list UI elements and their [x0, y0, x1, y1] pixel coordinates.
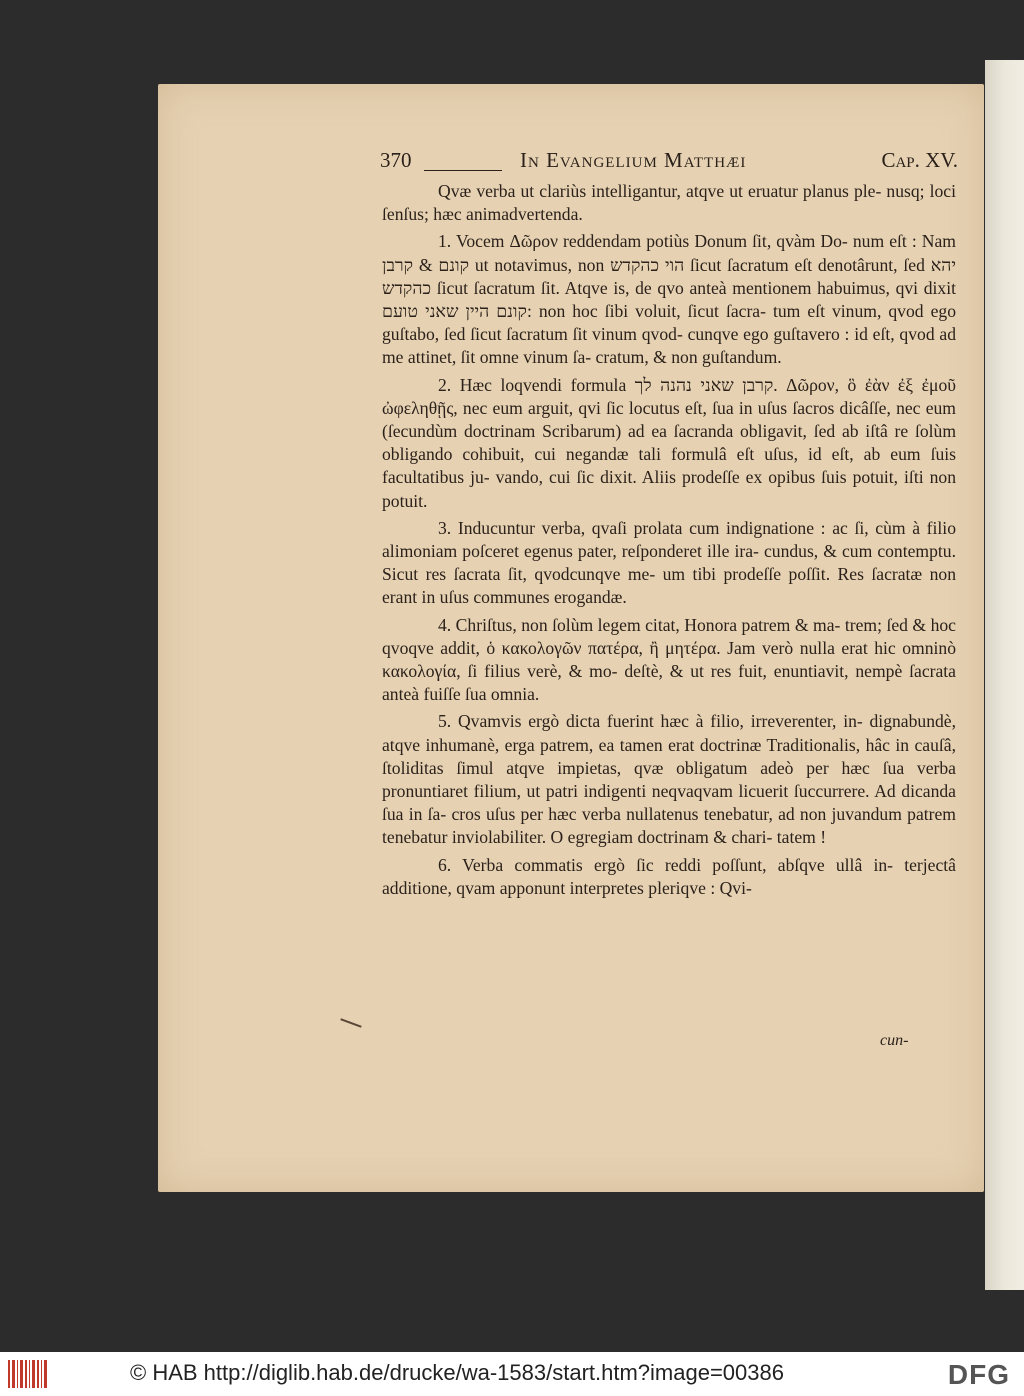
paragraph-5: 5. Qvamvis ergò dicta fuerint hæc à filio, irreverenter, in- dignabundè, atqve inhumanè, erga patrem, ea tamen erat doctrinæ Traditionalis, hâc in cauſâ, ſtoliditas ſimul atqve impietas, qvæ obligatum adeò per hæc ſua verba pronuntiaret filium, ut patri indigenti neqvaqvam licuerit ſuccurrere. Ad dicanda ſua in ſa- cros uſus per hæc verba nullatenus tenebatur, ad non juvandum patrem tenebatur inviolabiliter. O egregiam doctrinam & chari- tatem ! — [382, 711, 956, 848]
body-text — [382, 180, 956, 900]
head-rule-left — [424, 170, 502, 171]
dfg-logo: DFG — [947, 1359, 1010, 1390]
paragraph-intro: Qvæ verba ut clariùs intelligantur, atqve ut eruatur planus ple- nusq; loci ſenſus; hæc animadvertenda. — [382, 181, 956, 225]
running-head — [380, 148, 958, 178]
barcode-icon — [8, 1360, 48, 1388]
paragraph-3: 3. Inducuntur verba, qvaſi prolata cum indignatione : ac ſi, cùm à filio alimoniam poſceret egenus pater, reſponderet ille ira- cundus, & cum contemptu. Sicut res ſacrata ſit, qvodcunqve me- um tibi prodeſſe poſſit. Res ſacratæ non erant in uſus communes erogandæ. — [382, 517, 956, 608]
copyright-link[interactable]: © HAB http://diglib.hab.de/drucke/wa-1583/start.htm?image=00386 — [130, 1360, 784, 1385]
paragraph-1: 1. Vocem Δῶρον reddendam potiùs Donum ſit, qvàm Do- num eſt : Nam קונם & קרבן ut notavimus, non הוי כהקדש ſicut ſacratum eſt denotârunt, ſed יהא כהקדש ſicut ſacratum ſit. Atqve is, de qvo anteà mentionem habuimus, qvi dixit קונם היין שאני טועם: non hoc ſibi voluit, ſicut ſacra- tum eſt vinum, qvod ego guſtabo, ſed ſicut ſacratum ſit vinum qvod- cunqve ego guſtavero : id eſt, qvod ad me attinet, ſit omne vinum ſa- cratum, & non guſtandum. — [382, 231, 957, 368]
paragraph-4: 4. Chriſtus, non ſolùm legem citat, Honora patrem & ma- trem; ſed & hoc qvoqve addit, ὁ κακολογῶν πατέρα, ἢ μητέρα. Jam verò nulla erat hic omninò κακολογία, ſi filius verè, & mo- deſtè, & ut res fuit, enuntiavit, nempè ſacrata anteà fuiſſe ſua omnia. — [382, 614, 956, 705]
footer-bar — [0, 1352, 1024, 1396]
paragraph-6: 6. Verba commatis ergò ſic reddi poſſunt, abſqve ullâ in- terjectâ additione, qvam apponunt interpretes pleriqve : Qvi- — [382, 854, 956, 898]
running-title: In Evangelium Matthæi — [520, 148, 747, 172]
catchword: cun- — [880, 1032, 909, 1049]
facing-page-edge — [985, 60, 1024, 1290]
page-number: 370 — [380, 148, 412, 172]
paragraph-2: 2. Hæc loqvendi formula קרבן שאני נהנה לך. Δῶρον, ὃ ἐὰν ἐξ ἐμοῦ ὠφεληθῇς, nec eum arguit, qvi ſic locutus eſt, ſua in uſus ſacros dicâſſe, nec eum (ſecundùm doctrinam Scribarum) ad ea ſacranda obligavit, ſed ab iſtâ re ſolùm obligando cohibuit, cui negandæ tali formulâ eſt uſus, id eſt, ab eum ſuis facultatibus ju- vando, cui ſic dixit. Aliis prodeſſe ex opibus ſuis potuit, iſti non potuit. — [382, 374, 956, 511]
chapter-label: Cap. XV. — [881, 148, 958, 172]
